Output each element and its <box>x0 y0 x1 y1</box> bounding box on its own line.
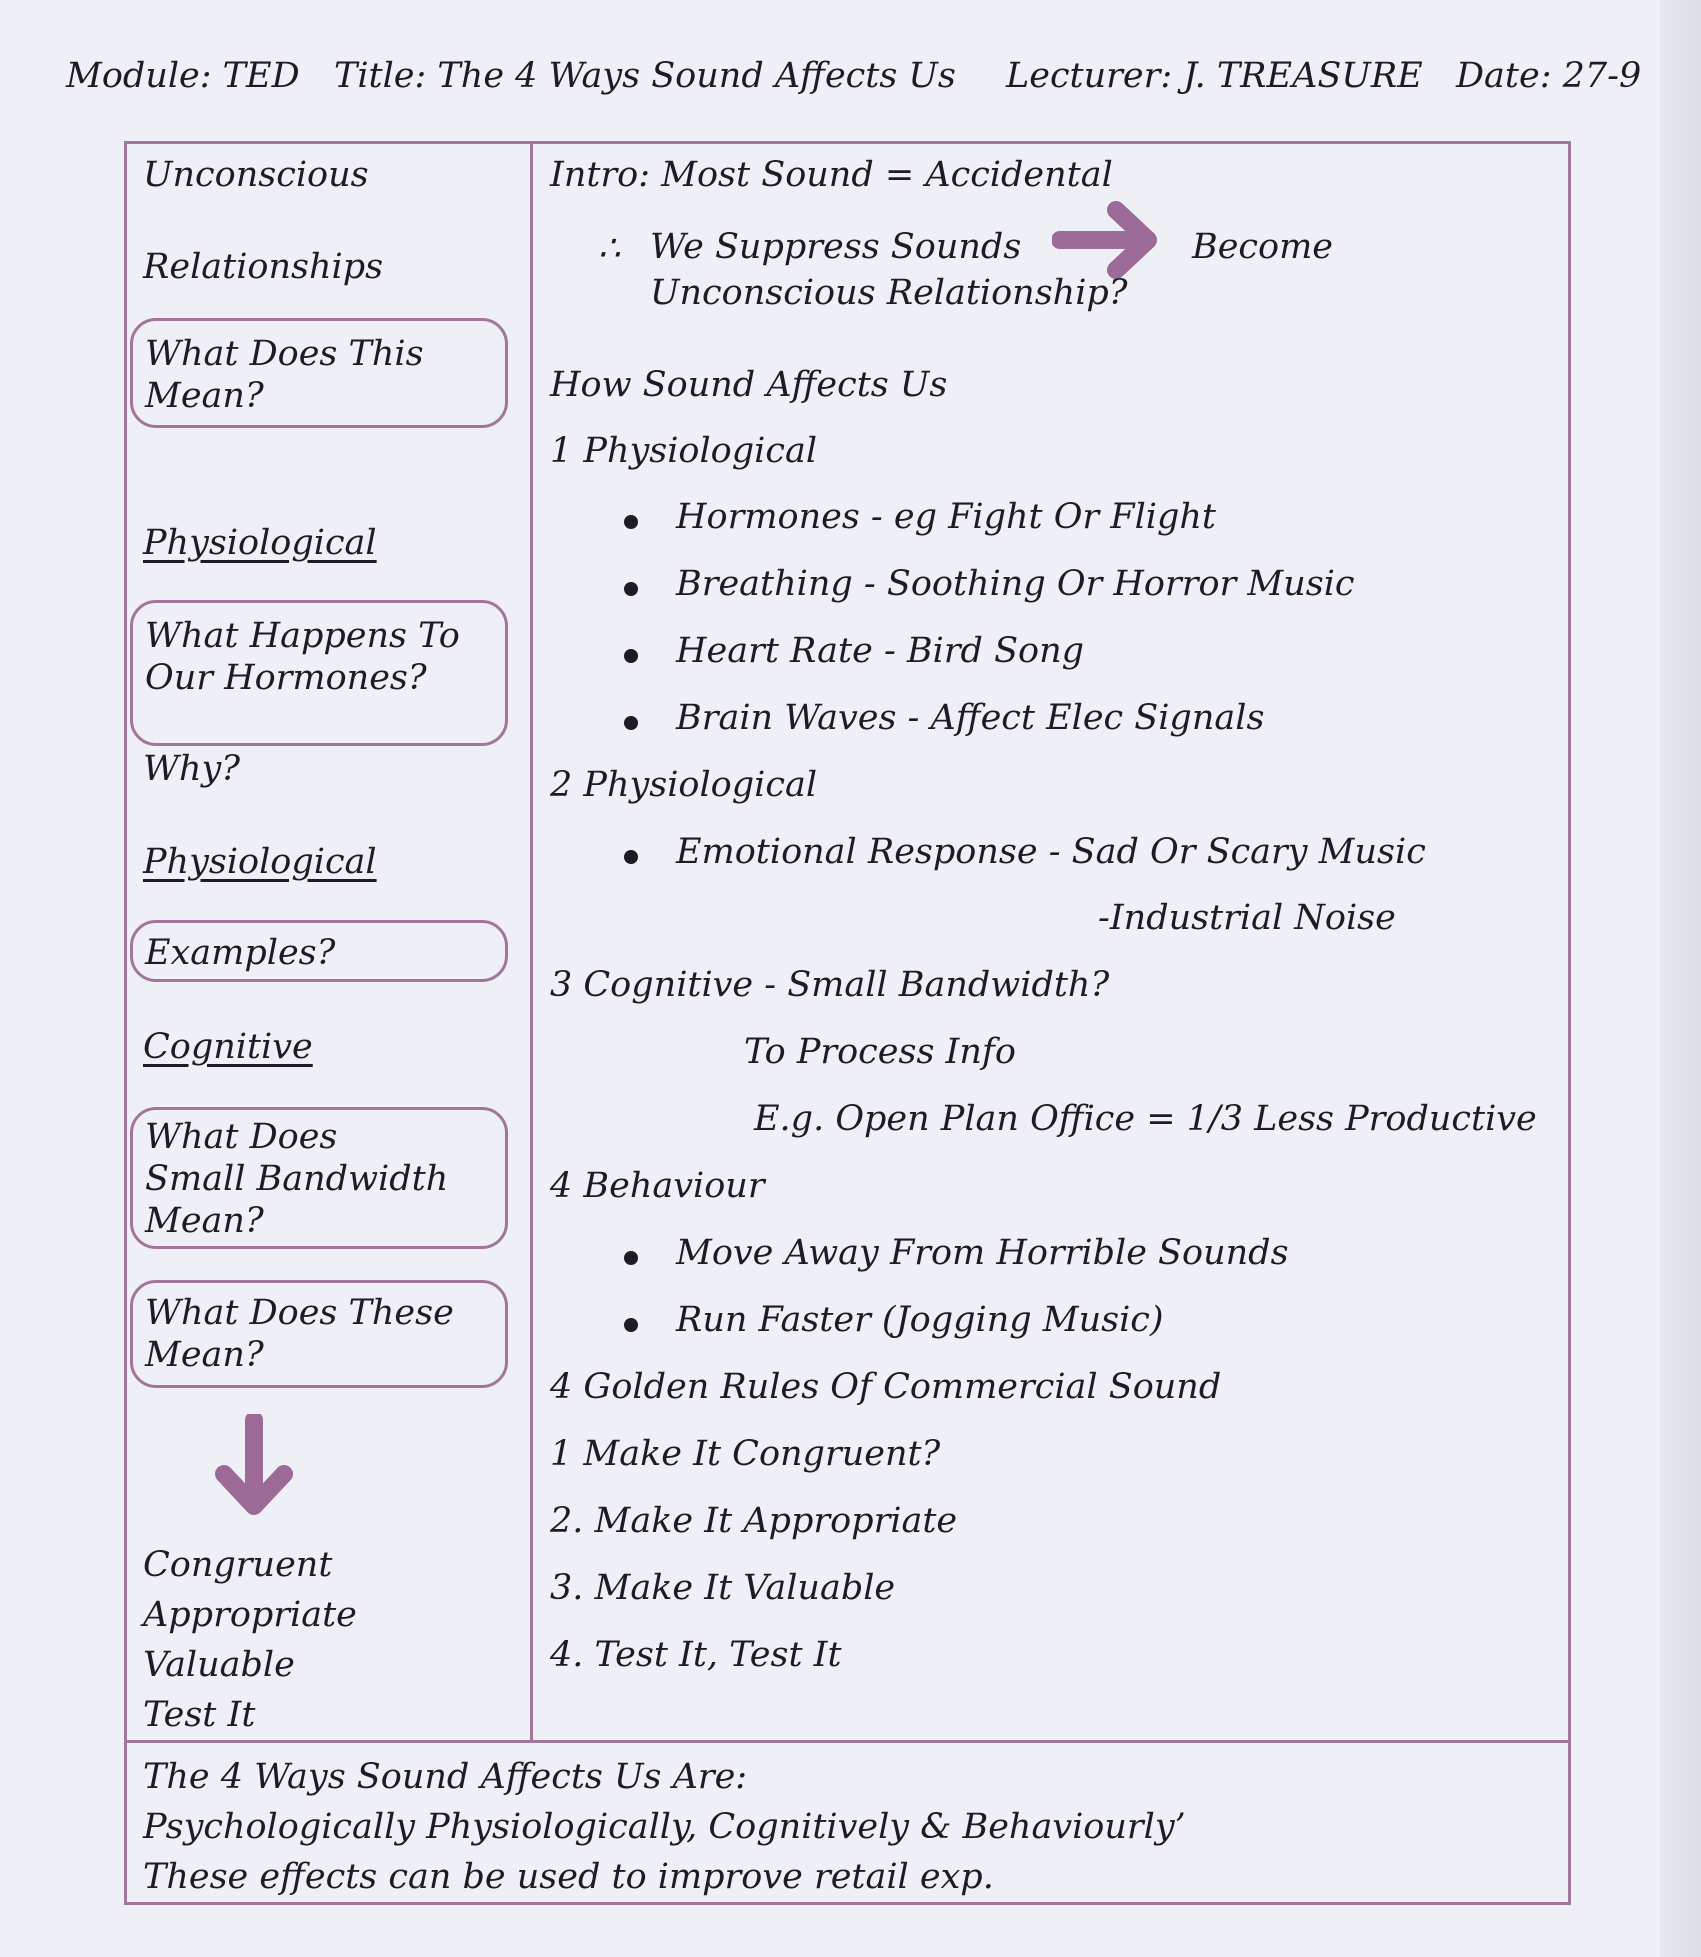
note-subline: E.g. Open Plan Office = 1/3 Less Productive <box>754 1099 1537 1139</box>
note-section-physiological: 2 Physiological <box>550 765 818 805</box>
cue-rule: Congruent <box>143 1545 333 1585</box>
note-suppress: We Suppress Sounds <box>650 227 1022 267</box>
bullet-dot <box>624 649 638 663</box>
note-become: Become <box>1192 227 1334 267</box>
question-line: Small Bandwidth <box>145 1159 449 1199</box>
note-intro: Intro: Most Sound = Accidental <box>550 155 1113 195</box>
bullet-dot <box>624 716 638 730</box>
note-rule: 1 Make It Congruent? <box>550 1434 941 1474</box>
note-bullet-continuation: -Industrial Noise <box>1098 898 1396 938</box>
header-date: Date: 27-9 <box>1456 56 1642 96</box>
note-bullet: Breathing - Soothing Or Horror Music <box>676 564 1355 604</box>
note-rule: 2. Make It Appropriate <box>550 1501 958 1541</box>
question-line: Mean? <box>145 376 264 416</box>
header-lecturer: Lecturer: J. TREASURE <box>1006 56 1423 96</box>
bullet-dot <box>624 1251 638 1265</box>
cue-why: Why? <box>143 749 241 789</box>
cue-relationships: Relationships <box>143 247 384 287</box>
cue-rule: Appropriate <box>143 1595 357 1635</box>
note-bullet: Run Faster (Jogging Music) <box>676 1300 1164 1340</box>
cue-column-divider <box>530 141 533 1741</box>
cue-rule: Valuable <box>143 1645 295 1685</box>
question-line: What Happens To <box>145 616 460 656</box>
note-section-physiological: 1 Physiological <box>550 431 818 471</box>
arrow-down-icon <box>214 1414 294 1518</box>
note-bullet: Emotional Response - Sad Or Scary Music <box>676 832 1426 872</box>
header-module: Module: TED <box>66 56 300 96</box>
question-line: What Does <box>145 1117 338 1157</box>
bullet-dot <box>624 1318 638 1332</box>
question-box <box>130 600 508 746</box>
note-section-behaviour: 4 Behaviour <box>550 1166 765 1206</box>
question-line: What Does These <box>145 1293 454 1333</box>
therefore-symbol: ∴ <box>598 229 621 269</box>
bullet-dot <box>624 582 638 596</box>
note-rule: 4. Test It, Test It <box>550 1635 842 1675</box>
note-heading-how: How Sound Affects Us <box>550 365 948 405</box>
cue-cognitive: Cognitive <box>143 1027 313 1067</box>
note-bullet: Brain Waves - Affect Elec Signals <box>676 698 1265 738</box>
cue-physiological: Physiological <box>143 842 377 882</box>
header-title: Title: The 4 Ways Sound Affects Us <box>334 56 956 96</box>
question-line: Mean? <box>145 1335 264 1375</box>
cue-physiological: Physiological <box>143 523 377 563</box>
question-line: Mean? <box>145 1201 264 1241</box>
note-header <box>66 56 1666 112</box>
cue-rule: Test It <box>143 1695 256 1735</box>
note-bullet: Move Away From Horrible Sounds <box>676 1233 1289 1273</box>
page-edge-shadow <box>1660 0 1701 1957</box>
question-box <box>130 318 508 428</box>
question-box <box>130 1280 508 1388</box>
question-line: Examples? <box>145 933 336 973</box>
question-box <box>130 1107 508 1249</box>
note-bullet: Hormones - eg Fight Or Flight <box>676 497 1216 537</box>
summary-line: Psychologically Physiologically, Cognitively & Behaviourly’ <box>143 1807 1186 1847</box>
note-rule: 3. Make It Valuable <box>550 1568 896 1608</box>
note-heading-golden-rules: 4 Golden Rules Of Commercial Sound <box>550 1367 1222 1407</box>
summary-line: The 4 Ways Sound Affects Us Are: <box>143 1757 748 1797</box>
cue-unconscious: Unconscious <box>143 155 369 195</box>
summary-divider <box>124 1740 1571 1743</box>
note-unconscious-relationship: Unconscious Relationship? <box>650 273 1128 313</box>
note-section-cognitive: 3 Cognitive - Small Bandwidth? <box>550 965 1110 1005</box>
question-line: Our Hormones? <box>145 658 427 698</box>
summary-line: These effects can be used to improve retail exp. <box>143 1857 994 1897</box>
bullet-dot <box>624 850 638 864</box>
arrow-right-icon <box>1052 200 1162 280</box>
question-line: What Does This <box>145 334 424 374</box>
bullet-dot <box>624 515 638 529</box>
note-subline: To Process Info <box>744 1032 1016 1072</box>
question-box <box>130 920 508 982</box>
note-bullet: Heart Rate - Bird Song <box>676 631 1085 671</box>
